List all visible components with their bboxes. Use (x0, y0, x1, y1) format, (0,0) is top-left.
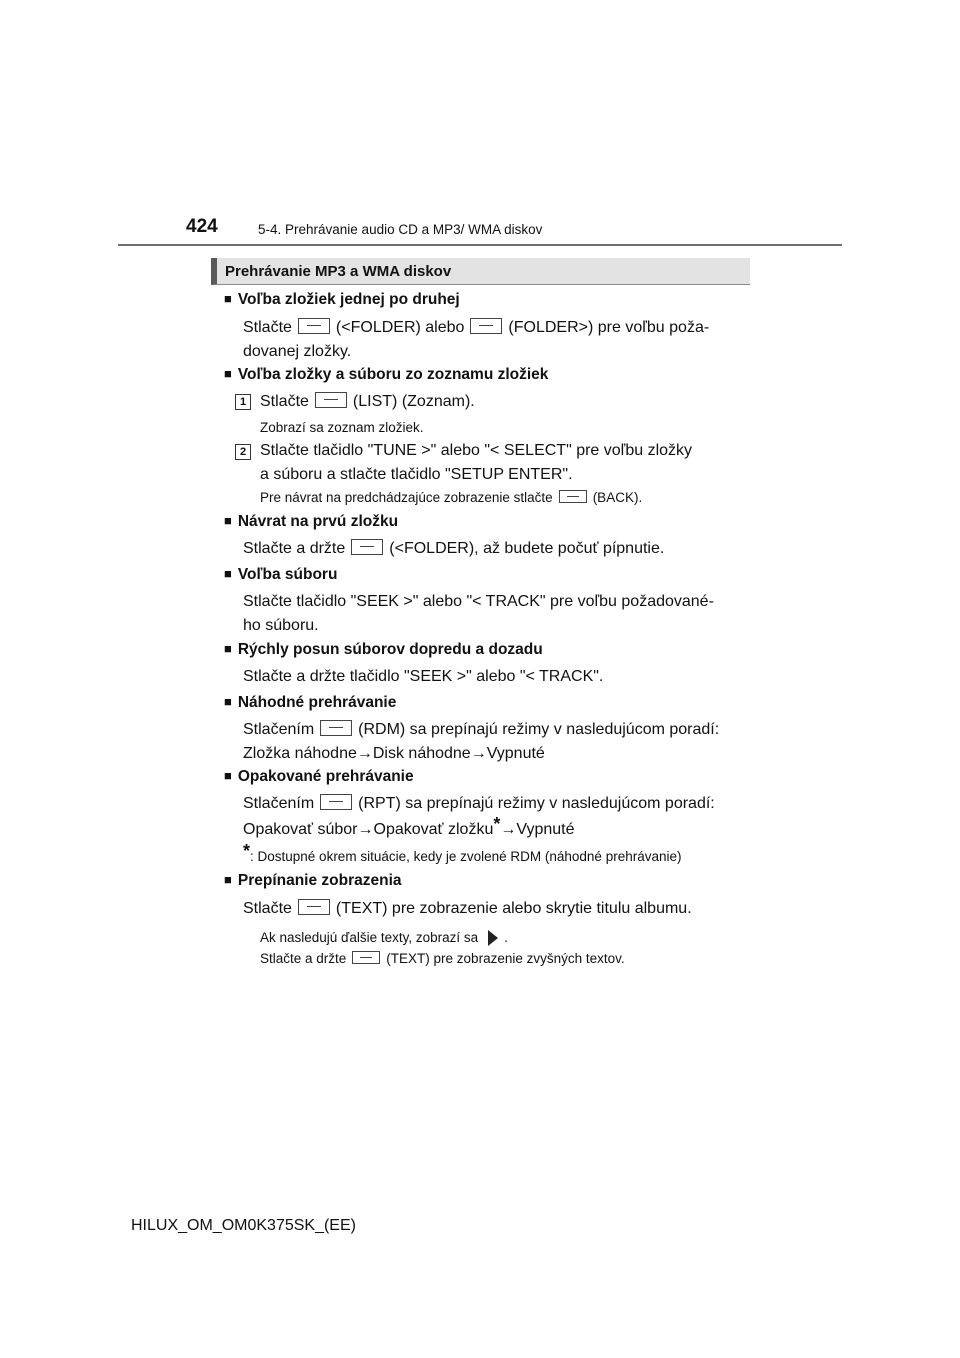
text: Stlačte (260, 393, 309, 410)
step-number: 1 (235, 394, 251, 410)
footnote (243, 841, 682, 866)
heading-text: Prepínanie zobrazenia (237, 872, 402, 889)
square-bullet-icon: ■ (224, 513, 232, 528)
button-icon (320, 794, 352, 810)
square-bullet-icon: ■ (224, 872, 232, 887)
heading-text: Voľba súboru (237, 566, 338, 583)
text: Ak nasledujú ďalšie texty, zobrazí sa (260, 930, 479, 945)
asterisk: * (493, 814, 501, 834)
heading-file-select (224, 566, 337, 584)
square-bullet-icon: ■ (224, 641, 232, 656)
text: (RPT) sa prepínajú režimy v nasledujúcom poradí: (358, 795, 715, 812)
text: Pre návrat na predchádzajúce zobrazenie stlačte (260, 490, 553, 505)
text: : Dostupné okrem situácie, kedy je zvolené RDM (náhodné prehrávanie) (250, 849, 682, 864)
arrow-right-icon (488, 930, 498, 946)
text: (BACK). (592, 490, 643, 505)
square-bullet-icon: ■ (224, 768, 232, 783)
text: →Vypnuté (500, 821, 575, 838)
heading-folder-list (224, 366, 548, 384)
paragraph (260, 390, 745, 414)
button-icon (298, 899, 330, 915)
button-icon (470, 318, 502, 334)
heading-text: Náhodné prehrávanie (237, 694, 397, 711)
text: Stlačením (243, 795, 315, 812)
heading-text: Rýchly posun súborov dopredu a dozadu (237, 641, 543, 658)
button-icon (298, 318, 330, 334)
step-number: 2 (235, 444, 251, 460)
header-rule (118, 244, 842, 246)
heading-text: Návrat na prvú zložku (237, 513, 399, 530)
text: ho súboru. (243, 617, 319, 634)
paragraph (243, 718, 745, 766)
paragraph (243, 792, 745, 842)
heading-first-folder (224, 513, 398, 531)
text: . (504, 930, 508, 945)
text: (<FOLDER) alebo (335, 319, 465, 336)
text: (TEXT) pre zobrazenie zvyšných textov. (386, 951, 625, 966)
button-icon (559, 490, 587, 503)
paragraph (243, 897, 745, 921)
note (260, 930, 508, 946)
heading-text: Voľba zložiek jednej po druhej (237, 291, 460, 308)
button-icon (315, 392, 347, 408)
footer-code: HILUX_OM_OM0K375SK_(EE) (131, 1217, 356, 1234)
title-bar-text: Prehrávanie MP3 a WMA diskov (225, 263, 452, 280)
asterisk: * (243, 841, 251, 861)
text: (TEXT) pre zobrazenie alebo skrytie titulu albumu. (335, 900, 692, 917)
title-bar (211, 258, 750, 285)
text: Stlačte a držte (243, 540, 346, 557)
button-icon (320, 720, 352, 736)
text: (<FOLDER), až budete počuť pípnutie. (389, 540, 665, 557)
paragraph (243, 590, 745, 638)
heading-display-toggle (224, 872, 402, 890)
text: (LIST) (Zoznam). (352, 393, 475, 410)
text: (RDM) sa prepínajú režimy v nasledujúcom poradí: (358, 721, 720, 738)
text: (FOLDER>) pre voľbu poža- (508, 319, 710, 336)
text: Stlačte a držte tlačidlo "SEEK >" alebo "< TRACK". (243, 668, 604, 685)
heading-text: Opakované prehrávanie (237, 768, 414, 785)
text: Stlačte tlačidlo "TUNE >" alebo "< SELECT" pre voľbu zložky (260, 442, 693, 459)
text: dovanej zložky. (243, 343, 352, 360)
paragraph (260, 439, 745, 487)
heading-repeat (224, 768, 414, 786)
square-bullet-icon: ■ (224, 366, 232, 381)
text: Stlačením (243, 721, 315, 738)
square-bullet-icon: ■ (224, 566, 232, 581)
text: Stlačte tlačidlo "SEEK >" alebo "< TRACK" pre voľbu požadované- (243, 593, 714, 610)
heading-fast-seek (224, 641, 543, 659)
paragraph (243, 537, 745, 561)
square-bullet-icon: ■ (224, 694, 232, 709)
heading-random (224, 694, 396, 712)
page-number: 424 (186, 216, 218, 237)
paragraph (243, 316, 745, 364)
paragraph (243, 665, 745, 689)
note: Zobrazí sa zoznam zložiek. (260, 420, 424, 435)
button-icon (351, 539, 383, 555)
square-bullet-icon: ■ (224, 291, 232, 306)
section-title: 5-4. Prehrávanie audio CD a MP3/ WMA diskov (258, 222, 543, 237)
text: Stlačte (243, 900, 292, 917)
text: Zložka náhodne→Disk náhodne→Vypnuté (243, 745, 545, 762)
text: Opakovať súbor→Opakovať zložku (243, 821, 494, 838)
text: a súboru a stlačte tlačidlo "SETUP ENTER". (260, 466, 573, 483)
note (260, 951, 625, 966)
button-icon (352, 951, 380, 964)
text: Stlačte a držte (260, 951, 347, 966)
note (260, 490, 642, 505)
heading-folder-select (224, 291, 460, 309)
heading-text: Voľba zložky a súboru zo zoznamu zložiek (237, 366, 549, 383)
text: Stlačte (243, 319, 292, 336)
